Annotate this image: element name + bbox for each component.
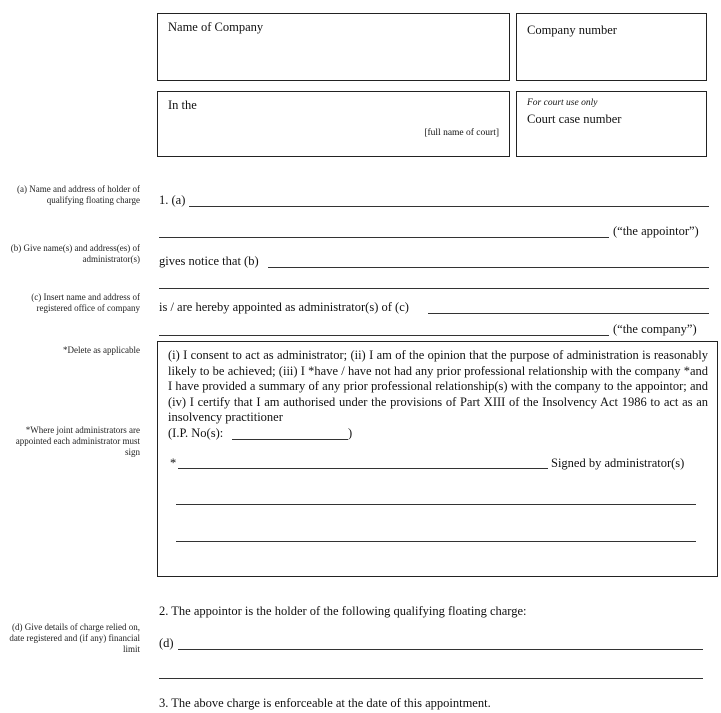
company-address-line-1[interactable] (428, 313, 709, 314)
full-name-of-court-label: [full name of court] (424, 128, 499, 138)
margin-note-joint: *Where joint administrators are appointed each administrator must sign (15, 425, 140, 457)
gives-notice-label: gives notice that (b) (159, 254, 259, 268)
in-the-label: In the (168, 98, 197, 112)
margin-note-c: (c) Insert name and address of registered office of company (31, 292, 140, 313)
company-name-label: Name of Company (168, 20, 264, 34)
signature-star: * (170, 456, 177, 470)
appointor-name-line-2[interactable] (159, 237, 609, 238)
ip-number-label: (I.P. No(s): (168, 426, 224, 440)
administrator-name-line-2[interactable] (159, 288, 709, 289)
section3-text: 3. The above charge is enforceable at the date of this appointment. (159, 696, 491, 710)
charge-details-line-1[interactable] (178, 649, 703, 650)
ip-number-line[interactable] (232, 439, 348, 440)
appointed-label: is / are hereby appointed as administrator(s) of (c) (159, 300, 409, 314)
administrator-name-line-1[interactable] (268, 267, 709, 268)
margin-note-delete: *Delete as applicable (63, 345, 140, 355)
signed-by-label: Signed by administrator(s) (551, 456, 685, 470)
section2-d-label: (d) (159, 636, 174, 650)
the-company-label: (“the company”) (613, 322, 697, 336)
appointor-name-line-1[interactable] (189, 206, 709, 207)
signature-line-1[interactable] (178, 468, 548, 469)
signature-line-2[interactable] (176, 504, 696, 505)
margin-note-d: (d) Give details of charge relied on, date registered and (if any) financial limit (9, 622, 140, 654)
court-box[interactable] (157, 91, 510, 157)
consent-box (157, 341, 718, 577)
court-use-only-label: For court use only (527, 98, 598, 108)
company-number-box[interactable] (516, 13, 707, 81)
charge-details-line-2[interactable] (159, 678, 703, 679)
appointor-label: (“the appointor”) (613, 224, 699, 238)
company-number-label: Company number (527, 23, 617, 37)
margin-note-b: (b) Give name(s) and address(es) of administrator(s) (10, 243, 140, 264)
section1-lead: 1. (a) (159, 193, 186, 207)
company-address-line-2[interactable] (159, 335, 609, 336)
ip-number-close: ) (348, 426, 353, 440)
company-name-box[interactable] (157, 13, 510, 81)
margin-note-a: (a) Name and address of holder of qualifying floating charge (17, 184, 140, 205)
consent-text: (i) I consent to act as administrator; (ii) I am of the opinion that the purpose of administration is reasonably likely to be achieved; (iii) I *have / have not had any prior professional relationship with the company *and I have provided a summary of any prior professional relationship(s) with the company to the appointor; and (iv) I certify that I am authorised under the provisions of Part XIII of the Insolvency Act 1986 to act as an insolvency practitioner (168, 348, 708, 424)
court-case-box[interactable] (516, 91, 707, 157)
section2-heading: 2. The appointor is the holder of the following qualifying floating charge: (159, 604, 527, 618)
signature-line-3[interactable] (176, 541, 696, 542)
court-case-number-label: Court case number (527, 112, 622, 126)
